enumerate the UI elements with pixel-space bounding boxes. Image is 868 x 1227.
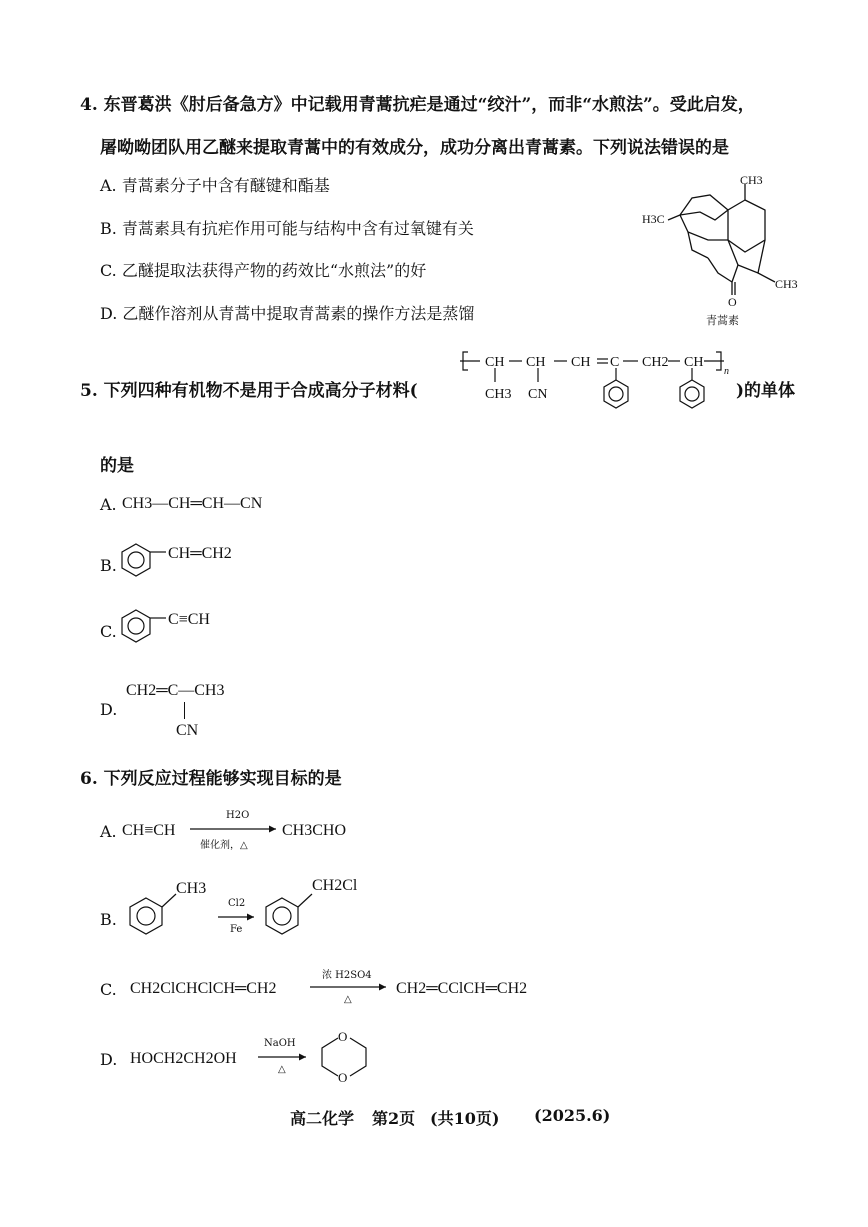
polymer-ch-6: CH (684, 355, 704, 370)
struct-ch3-right: CH3 (775, 277, 798, 291)
q4-option-c: C. 乙醚提取法获得产物的药效比“水煎法”的好 (100, 261, 427, 280)
q6-option-a-left: CH≡CH (122, 822, 176, 839)
polymer-structure (458, 348, 733, 420)
q6-a-below: 催化剂，△ (200, 840, 248, 851)
q6-d-below: △ (278, 1064, 286, 1075)
q6-option-a-right: CH3CHO (282, 822, 347, 839)
q6-b-above: Cl2 (228, 898, 246, 909)
q5-option-d-cn: CN (176, 722, 199, 739)
q5-option-a-label: A. (100, 495, 117, 514)
footer-subject: 高二化学 (290, 1109, 355, 1128)
q6-a-arrow-icon (190, 824, 280, 834)
q6-b-benzyl-chloride-icon (260, 880, 320, 944)
q4-stem-line1: 4. 东晋葛洪《肘后备急方》中记载用青蒿抗疟是通过“绞汁”，而非“水煎法”。受此启发， (80, 95, 755, 115)
q5-option-c-formula: C≡CH (168, 611, 210, 628)
q6-c-below: △ (344, 994, 352, 1005)
q5-option-c-label: C. (100, 622, 117, 641)
polymer-sub-ch3: CH3 (485, 387, 512, 402)
q6-b-left-sub: CH3 (176, 880, 207, 897)
footer-total: (共10页) (430, 1109, 500, 1128)
struct-carbonyl-o: O (728, 295, 737, 309)
q6-c-above: 浓 H2SO4 (322, 970, 372, 981)
q6-d-dioxane-ring (316, 1026, 372, 1088)
q6-d-o-bottom: O (338, 1070, 348, 1085)
polymer-ch-1: CH (485, 355, 505, 370)
artemisinin-structure (640, 170, 810, 330)
q6-option-c-right: CH2═CClCH═CH2 (396, 980, 528, 997)
q4-option-d: D. 乙醚作溶剂从青蒿中提取青蒿素的操作方法是蒸馏 (100, 304, 475, 323)
polymer-sub-cn: CN (528, 387, 548, 402)
q6-d-above: NaOH (264, 1038, 296, 1049)
q5-option-b-formula: CH═CH2 (168, 545, 232, 562)
q5-stem-prefix: 5. 下列四种有机物不是用于合成高分子材料( (80, 381, 418, 401)
polymer-c-4: C (610, 355, 620, 370)
q6-d-arrow-icon (258, 1052, 310, 1062)
q5-stem-line2: 的是 (100, 456, 134, 476)
q4-option-b: B. 青蒿素具有抗疟作用可能与结构中含有过氧键有关 (100, 219, 474, 238)
polymer-n: n (724, 366, 729, 377)
q6-b-right-sub: CH2Cl (312, 877, 358, 894)
footer-page: 第2页 (372, 1109, 416, 1128)
q6-option-a-label: A. (100, 822, 117, 841)
footer-date: (2025.6) (534, 1106, 611, 1125)
q5-option-b-label: B. (100, 556, 117, 575)
q6-b-arrow-icon (218, 912, 258, 922)
polymer-ch-3: CH (571, 355, 591, 370)
q6-option-c-left: CH2ClCHClCH═CH2 (130, 980, 277, 997)
q6-stem: 6. 下列反应过程能够实现目标的是 (80, 769, 342, 789)
q5-c-benzene-icon (118, 606, 170, 650)
q6-b-toluene-icon (124, 880, 184, 944)
q4-option-a: A. 青蒿素分子中含有醚键和酯基 (100, 176, 330, 195)
q6-option-d-label: D. (100, 1050, 118, 1069)
q6-c-arrow-icon (310, 982, 390, 992)
q6-option-d-left: HOCH2CH2OH (130, 1050, 237, 1067)
q6-b-below: Fe (230, 924, 243, 935)
struct-label: 青蒿素 (706, 315, 739, 327)
q6-option-b-label: B. (100, 910, 117, 929)
q5-b-benzene-icon (118, 540, 170, 584)
q6-a-above: H2O (226, 810, 250, 821)
polymer-ch-2: CH (526, 355, 546, 370)
q5-option-d-top: CH2═C—CH3 (126, 682, 225, 699)
q5-option-d-bond (184, 702, 185, 719)
q5-option-a-formula: CH3—CH═CH—CN (122, 495, 263, 512)
q5-stem-suffix: )的单体 (736, 381, 796, 401)
q5-option-d-label: D. (100, 700, 118, 719)
polymer-ch2-5: CH2 (642, 355, 669, 370)
q6-option-c-label: C. (100, 980, 117, 999)
struct-ch3-top: CH3 (740, 173, 763, 187)
q6-d-o-top: O (338, 1029, 348, 1044)
struct-h3c: H3C (642, 212, 665, 226)
q4-stem-line2: 屠呦呦团队用乙醚来提取青蒿中的有效成分，成功分离出青蒿素。下列说法错误的是 (100, 138, 729, 158)
